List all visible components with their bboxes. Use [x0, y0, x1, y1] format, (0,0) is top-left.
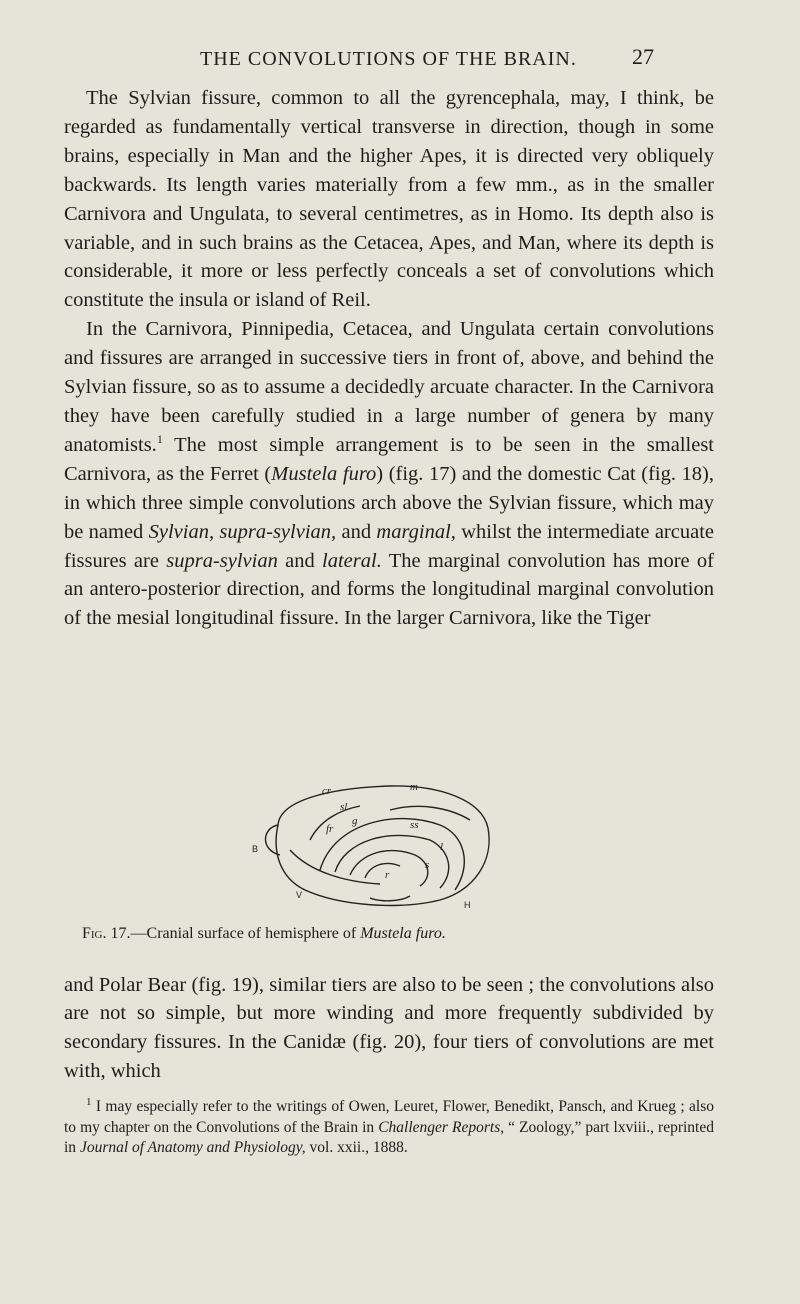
footnote-text: “ Zoology,” part lxviii., reprinted in	[64, 1118, 714, 1157]
footnote-italic: Challenger Reports,	[378, 1118, 505, 1136]
hippocampal-edge	[370, 896, 410, 901]
italic-term: supra-sylvian	[166, 549, 278, 572]
continued-text	[64, 950, 714, 1107]
page-number: 27	[632, 44, 654, 69]
label-B: B	[252, 844, 259, 854]
label-s: s	[425, 859, 430, 871]
label-lat: l	[440, 841, 444, 853]
paragraph-carnivora	[64, 315, 714, 633]
text-run: and	[277, 549, 323, 572]
paragraph-sylvian-fissure	[64, 84, 714, 315]
text-run: In the Carnivora, Pinnipedia, Cetacea, and Ungulata certain convolutions and fissures are arranged in successive tiers in front of, above, and behind the Sylvian fissure, so as to assume a decidedly arcuate character. In the Carnivora they have been carefully studied in a large number of genera by many anatomists.	[64, 318, 714, 456]
text-run: The marginal convolution has more of an antero-posterior direction, and forms the longitudinal marginal convolution of the mesial longitudinal fissure. In the larger Carnivora, like the Tiger	[64, 549, 715, 630]
footnote-mark: 1	[86, 1096, 92, 1108]
paragraph-text: The Sylvian fissure, common to all the gyrencephala, may, I think, be regarded as fundamentally vertical transverse in direction, though in some brains, especially in Man and the higher Apes, it is directed very obliquely backwards. Its length varies materially from a few mm., as in the smaller Carnivora and Ungulata, to several centimetres, as in Homo. Its depth also is variable, and in such brains as the Cetacea, Apes, and Man, where its depth is considerable, it more or less perfectly conceals a set of convolutions which constitute the insula or island of Reil.	[64, 87, 714, 312]
brain-hemisphere-illustration	[250, 780, 510, 910]
caption-text: —Cranial surface of hemisphere of	[130, 925, 361, 942]
main-text	[64, 84, 714, 633]
label-ss: ss	[410, 819, 419, 831]
page-header	[0, 40, 800, 80]
marginal-convolution	[320, 819, 464, 890]
caption-species: Mustela furo.	[360, 925, 446, 942]
paragraph-continued: and Polar Bear (fig. 19), similar tiers are also to be seen ; the convolutions also are not so simple, but more winding and more frequently subdivided by secondary fissures. In the Canidæ (fig. 20), four tiers of convolutions are met with, which	[64, 973, 714, 1083]
footnote-italic: Journal of Anatomy and Physiology,	[79, 1139, 306, 1157]
label-g: g	[352, 815, 358, 827]
italic-term: Sylvian, supra-sylvian,	[148, 520, 337, 543]
italic-term: lateral.	[322, 549, 382, 572]
label-H: H	[464, 900, 471, 910]
italic-term: marginal,	[376, 520, 456, 543]
running-title: THE CONVOLUTIONS OF THE BRAIN.	[200, 48, 577, 70]
label-sl: sl	[340, 801, 348, 813]
figure-17	[0, 780, 800, 942]
footnote-reference[interactable]: 1	[156, 432, 163, 447]
text-run: ) (fig. 17) and the domestic Cat (fig. 18), in which three simple convolutions arch above the Sylvian fissure, which may be named	[64, 462, 714, 543]
text-run: The most simple arrangement is to be seen in the smallest Carnivora, as the Ferret (	[64, 433, 714, 485]
sylvian-fissure	[365, 863, 400, 878]
text-run: and	[336, 520, 377, 543]
caption-prefix: Fig. 17.	[82, 925, 131, 942]
footnote-text: I may especially refer to the writings of Owen, Leuret, Flower, Benedikt, Pansch, and Krueg ; also to my chapter on the Convolutions of the Brain in	[64, 1098, 714, 1136]
figure-caption	[82, 925, 722, 943]
footnote	[64, 1092, 714, 1159]
rhinal-fissure	[290, 850, 380, 884]
label-V: V	[296, 890, 303, 900]
footnote-text: vol. xxii., 1888.	[305, 1139, 408, 1157]
label-cr: cr	[322, 785, 332, 797]
label-r: r	[385, 869, 390, 881]
text-run: whilst the intermediate arcuate fissures are	[64, 520, 714, 572]
label-m: m	[410, 781, 418, 793]
italic-term: Mustela furo	[271, 462, 377, 485]
label-fr: fr	[326, 823, 334, 835]
